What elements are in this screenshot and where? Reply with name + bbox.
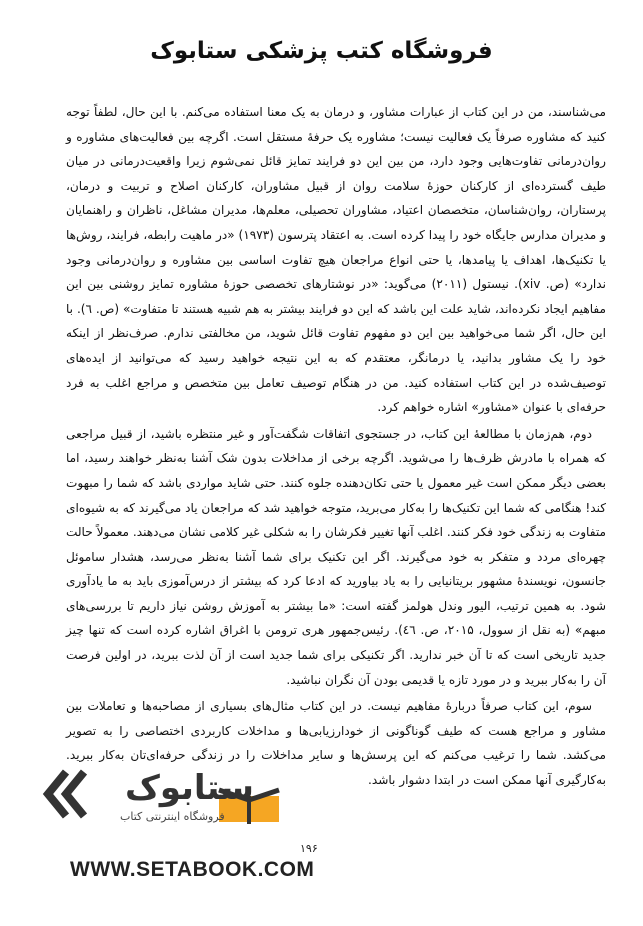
paragraph: می‌شناسند، من در این کتاب از عبارات مشاور، و درمان به یک معنا استفاده می‌کنم. با این حال، لطفاً توجه کنید که مشاوره صرفاً یک فعالیت نیست؛ مشاوره یک حرفهٔ مستقل است. اگرچه بین فعالیت‌های مشاوره و روان‌درمانی تفاوت‌هایی وجود دارد، من بین این دو فرایند تمایز قائل نمی‌شوم زیرا واقعیت‌درمانی در میان طیف گسترده‌ای از کارکنان حوزهٔ سلامت روان از قبیل مشاوران، کارکنان اصلاح و تربیت و درمان، پرستاران، روان‌شناسان، متخصصان اعتیاد، مشاوران تحصیلی، معلم‌ها، مدیران مشاغل، ناظران و راهنمایان و مدیران مدارس جایگاه خود را پیدا کرده است. به اعتقاد پترسون (۱۹۷۳) «در ماهیت رابطه، فرایند، روش‌ها یا تکنیک‌ها، اهداف یا پیامدها، یا حتی انواع مراجعان هیچ تفاوت اساسی بین مشاوره و روان‌درمانی وجود ندارد» (ص. xiv). نیستول (۲۰۱۱) می‌گوید: «در نوشتارهای تخصصی حوزهٔ مشاوره تمایز روشنی بین این مفاهیم ایجاد نکرده‌اند، شاید علت این باشد که این دو فرایند بیشتر به هم شبیه هستند تا متفاوت» (ص. ٦). با این حال، اگر شما می‌خواهید بین این دو مفهوم تفاوت قائل شوید، من مخالفتی ندارم. صرف‌نظر از اینکه خود را یک مشاور بدانید، یا درمانگر، معتقدم که به این نتیجه خواهید رسید که می‌توانید از ایده‌های توصیف‌شده در این کتاب استفاده کنید. من در هنگام توصیف تعامل بین متخصص و مراجع اغلب به فرد حرفه‌ای با عنوان «مشاور» اشاره خواهم کرد. (66, 105, 606, 415)
page-number: ۱۹۶ (300, 842, 318, 855)
setabook-logo (40, 764, 270, 834)
chevron-logo-icon (40, 764, 120, 834)
header-title: فروشگاه کتب پزشکی ستابوک (150, 38, 493, 64)
logo-brand: ستابوک (125, 768, 254, 808)
body-text (66, 100, 606, 793)
logo-subtitle: فروشگاه اینترنتی کتاب (120, 810, 225, 823)
page-header (0, 38, 643, 78)
paragraph: دوم، هم‌زمان با مطالعهٔ این کتاب، در جستجوی اتفاقات شگفت‌آور و غیر منتظره باشید، از قبیل مراجعی که همراه با مادرش ظرف‌ها را می‌شوید. اگرچه برخی از مداخلات بدون شک آشنا به‌نظر خواهند رسید، اما بعضی دیگر ممکن است غیر معمول یا حتی تکان‌دهنده جلوه کنند. حتی شاید مواردی باشد که شما را مبهوت کند! هنگامی که شما این تکنیک‌ها را به‌کار می‌برید، متوجه خواهید شد که مراجعان یاد می‌گیرند که به شیوه‌ای متفاوت به زندگی خود فکر کنند. اغلب آنها تغییر فکرشان را به شکلی غیر کلامی نشان می‌دهند. معمولاً حالت چهره‌ای مردد و متفکر به خود می‌گیرند. اگر این تکنیک برای شما آشنا به‌نظر می‌رسد، هشدار ساموئل جانسون، نویسندهٔ مشهور بریتانیایی را به یاد بیاورید که ادعا کرد که بیشتر از درس‌آموزی باید به ما یادآوری شود. به همین ترتیب، الیور وندل هولمز گفته است: «ما بیشتر به آموزش روشن نیاز داریم تا بررسی‌های مبهم» (به نقل از سوول، ۲۰۱۵، ص. ٤٦). رئیس‌جمهور هری ترومن با اغراق اشاره کرده است که تنها چیز جدید تاریخی است که تا آن خبر ندارید. اگر تکنیکی برای شما جدید است از آن لذت ببرید، در اولین فرصت آن را به‌کار ببرید و در مورد تازه یا قدیمی بودن آن نگران نباشید. (66, 426, 606, 687)
website-url: WWW.SETABOOK.COM (70, 858, 315, 881)
paragraph: سوم، این کتاب صرفاً دربارهٔ مفاهیم نیست. در این کتاب مثال‌های بسیاری از مصاحبه‌ها و تعاملات بین مشاور و مراجع هست که طیف گوناگونی از خودارزیابی‌ها و مداخلات کاربردی اختصاصی را به تصویر می‌کشد. شما را ترغیب می‌کنم که این پرسش‌ها و سایر مداخلات را در زندگی حرفه‌ای‌تان به‌کار ببرید. به‌کارگیری آنها ممکن است در ابتدا دشوار باشد. (66, 699, 606, 788)
